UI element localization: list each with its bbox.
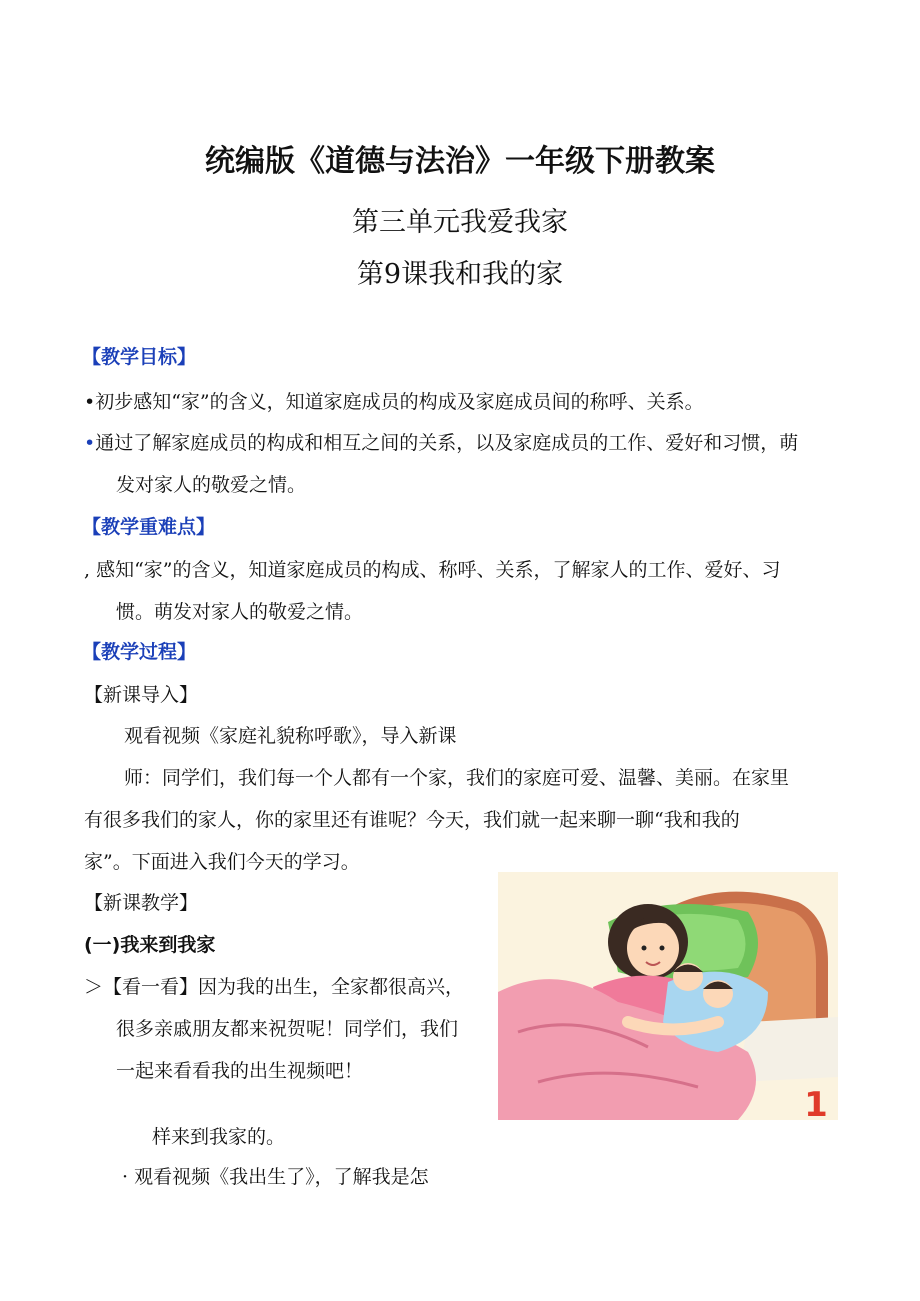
key-points-heading: 【教学重难点】	[82, 516, 216, 538]
goals-item-2-line1: 通过了解家庭成员的构成和相互之间的关系，以及家庭成员的工作、爱好和习惯，萌	[95, 432, 799, 454]
look-line3: 一起来看看我的出生视频吧！	[116, 1060, 364, 1082]
teach-heading: 【新课教学】	[84, 892, 199, 914]
goals-item-1: •初步感知“家”的含义，知道家庭成员的构成及家庭成员间的称呼、关系。	[84, 391, 704, 413]
look-line2: 很多亲戚朋友都来祝贺呢！同学们，我们	[116, 1018, 459, 1040]
bullet: •	[84, 432, 96, 454]
goals-item-2	[84, 428, 798, 455]
tail-line: 样来到我家的。	[152, 1126, 286, 1148]
process-heading: 【教学过程】	[82, 641, 197, 663]
teacher-line3: 家”。下面进入我们今天的学习。	[84, 851, 360, 873]
goals-item-2-line2: 发对家人的敬爱之情。	[116, 474, 307, 496]
intro-heading: 【新课导入】	[84, 684, 199, 706]
illustration-page-number: 1	[804, 1085, 828, 1120]
key-points-line1: , 感知“家”的含义，知道家庭成员的构成、称呼、关系，了解家人的工作、爱好、习	[84, 559, 781, 581]
video-line: · 观看视频《我出生了》，了解我是怎	[122, 1166, 429, 1188]
document-title: 统编版《道德与法治》一年级下册教案	[205, 144, 715, 179]
section-1-heading: (一)我来到我家	[84, 934, 216, 956]
key-points-line2: 惯。萌发对家人的敬爱之情。	[116, 601, 364, 623]
mother-with-twins-illustration	[498, 872, 838, 1120]
teacher-line2: 有很多我们的家人，你的家里还有谁呢？今天，我们就一起来聊一聊“我和我的	[84, 809, 740, 831]
intro-line: 观看视频《家庭礼貌称呼歌》，导入新课	[124, 725, 457, 747]
teacher-line1: 师：同学们，我们每一个人都有一个家，我们的家庭可爱、温馨、美丽。在家里	[124, 767, 790, 789]
goals-heading: 【教学目标】	[82, 346, 197, 368]
lesson-title: 第9课我和我的家	[356, 259, 564, 290]
look-line1: ＞【看一看】因为我的出生，全家都很高兴，	[84, 976, 465, 998]
unit-title: 第三单元我爱我家	[352, 207, 568, 238]
